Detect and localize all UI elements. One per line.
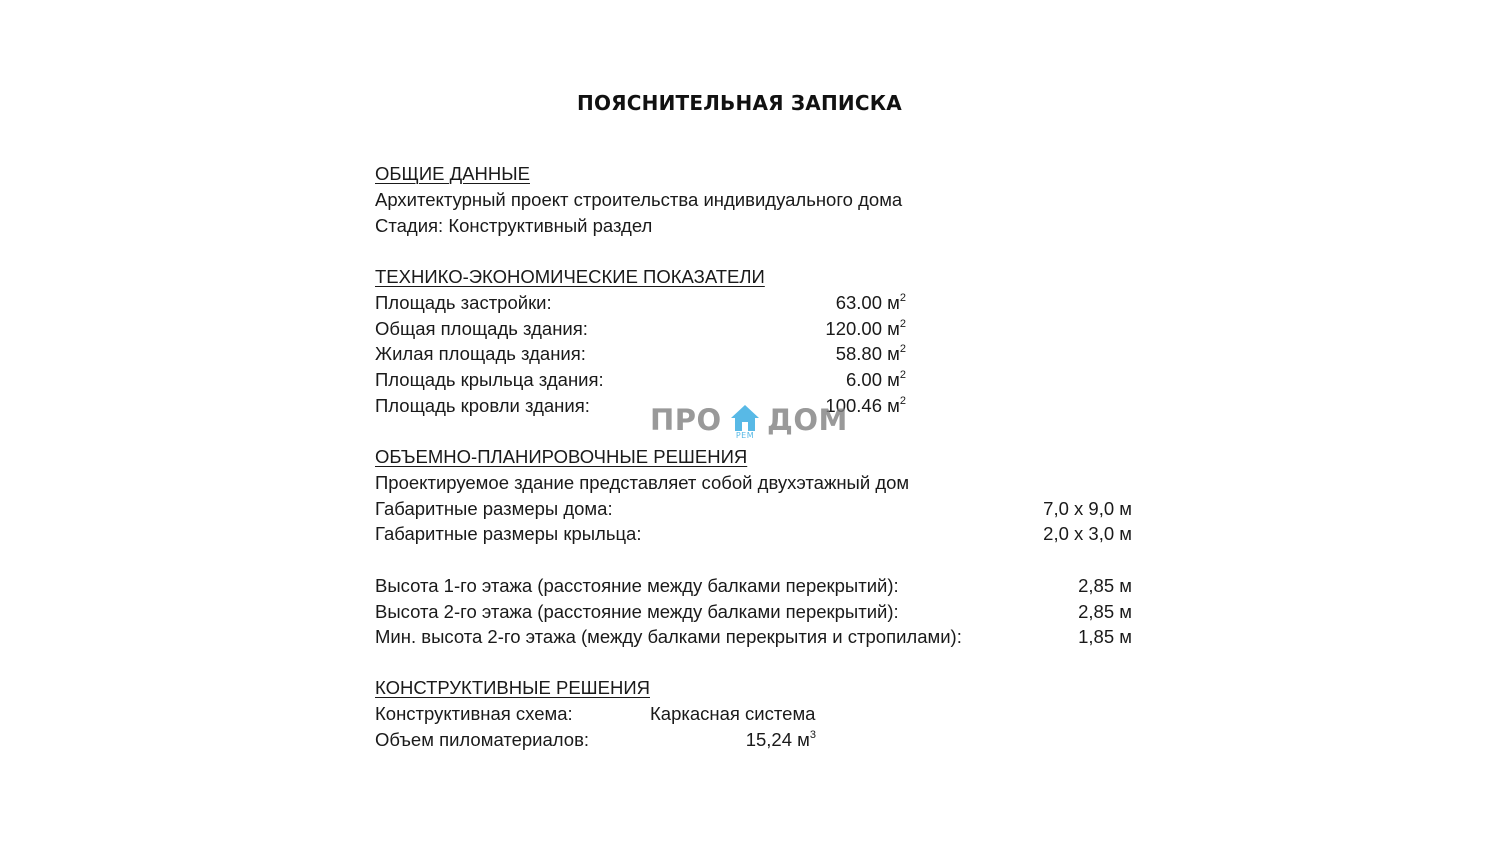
planning-label-porch-size: Габаритные размеры крыльца: xyxy=(375,523,642,544)
tech-label-porch-area: Площадь крыльца здания: xyxy=(375,369,604,390)
planning-intro: Проектируемое здание представляет собой двухэтажный дом xyxy=(375,472,910,493)
watermark-text-rem: РЕМ xyxy=(735,431,755,440)
planning-value-porch-size: 2,0 х 3,0 м xyxy=(1043,523,1132,544)
general-line-project: Архитектурный проект строительства индивидуального дома xyxy=(375,189,903,210)
tech-value-total-area: 120.00 $м^2$ xyxy=(825,318,906,339)
construction-label-scheme: Конструктивная схема: xyxy=(375,703,573,724)
planning-label-floor2-min-height: Мин. высота 2-го этажа (между балками перекрытия и стропилами): xyxy=(375,626,962,647)
construction-value-lumber: 15,24 $м^3$ xyxy=(745,729,816,750)
tech-label-total-area: Общая площадь здания: xyxy=(375,318,588,339)
construction-label-lumber: Объем пиломатериалов: xyxy=(375,729,590,750)
planning-value-floor2-height: 2,85 м xyxy=(1078,601,1132,622)
tech-value-living-area: 58.80 $м^2$ xyxy=(835,343,906,364)
watermark-text-pro: ПРО xyxy=(650,403,722,437)
watermark-text-dom: ДОМ xyxy=(767,403,848,437)
planning-value-house-size: 7,0 х 9,0 м xyxy=(1043,498,1132,519)
section-heading-construction: КОНСТРУКТИВНЫЕ РЕШЕНИЯ xyxy=(375,677,650,698)
watermark-logo xyxy=(650,400,850,444)
general-line-stage: Стадия: Конструктивный раздел xyxy=(375,215,653,236)
tech-value-porch-area: 6.00 $м^2$ xyxy=(846,369,906,390)
section-heading-general: ОБЩИЕ ДАННЫЕ xyxy=(375,163,530,184)
planning-label-house-size: Габаритные размеры дома: xyxy=(375,498,613,519)
document-title: ПОЯСНИТЕЛЬНАЯ ЗАПИСКА xyxy=(577,91,902,115)
planning-label-floor1-height: Высота 1-го этажа (расстояние между балками перекрытий): xyxy=(375,575,899,596)
tech-label-roof-area: Площадь кровли здания: xyxy=(375,395,590,416)
section-heading-planning: ОБЪЕМНО-ПЛАНИРОВОЧНЫЕ РЕШЕНИЯ xyxy=(375,446,748,467)
tech-label-building-area: Площадь застройки: xyxy=(375,292,552,313)
tech-value-roof-area: 100.46 $м^2$ xyxy=(825,395,906,416)
section-heading-tech: ТЕХНИКО-ЭКОНОМИЧЕСКИЕ ПОКАЗАТЕЛИ xyxy=(375,266,765,287)
planning-label-floor2-height: Высота 2-го этажа (расстояние между балками перекрытий): xyxy=(375,601,899,622)
construction-value-scheme: Каркасная система xyxy=(650,703,816,724)
planning-value-floor1-height: 2,85 м xyxy=(1078,575,1132,596)
tech-value-building-area: 63.00 $м^2$ xyxy=(835,292,906,313)
tech-label-living-area: Жилая площадь здания: xyxy=(375,343,586,364)
planning-value-floor2-min-height: 1,85 м xyxy=(1078,626,1132,647)
